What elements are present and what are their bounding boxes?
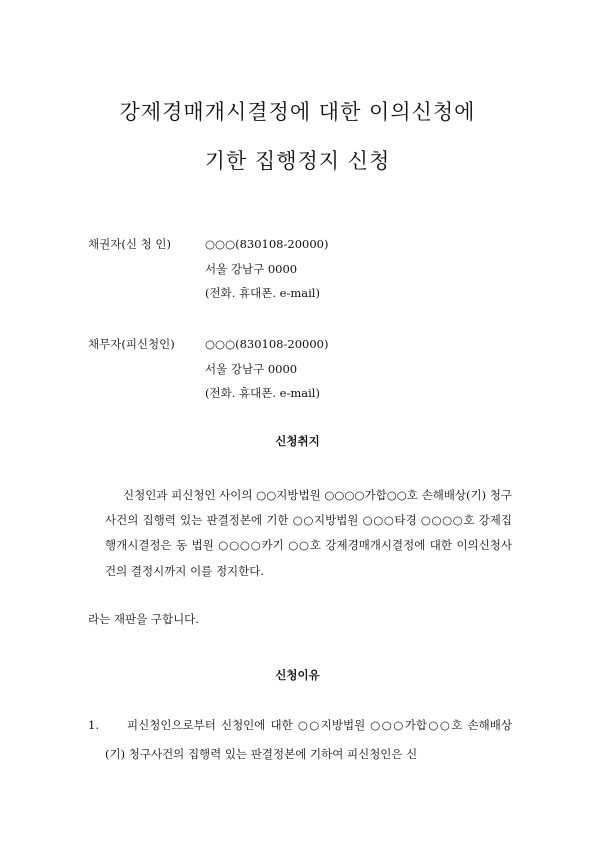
purpose-body: 신청인과 피신청인 사이의 ○○지방법원 ○○○○가합○○호 손해배상(기) 청구사건의 집행력 있는 판결정본에 기한 ○○지방법원 ○○○타경 ○○○○호 강제집행개시결정은 동 법원 ○○○○카기 ○○호 강제경매개시결정에 대한 이의신청사건의 결정시까지 이를 정지한다. xyxy=(105,488,512,578)
creditor-contact: (전화. 휴대폰. e-mail) xyxy=(205,286,320,300)
creditor-address: 서울 강남구 0000 xyxy=(205,261,298,276)
purpose-closing: 라는 재판을 구합니다. xyxy=(88,612,199,626)
creditor-label: 채권자(신 청 인) xyxy=(88,237,171,251)
creditor-name-id: ○○○(830108-20000) xyxy=(205,237,329,251)
debtor-contact: (전화. 휴대폰. e-mail) xyxy=(205,386,320,400)
debtor-info xyxy=(205,332,328,406)
reason-heading: 신청이유 xyxy=(275,668,320,682)
debtor-label: 채무자(피신청인) xyxy=(88,337,175,351)
document-title-line-2: 기한 집행정지 신청 xyxy=(204,149,391,173)
document-title-line-1: 강제경매개시결정에 대한 이의신청에 xyxy=(119,100,476,124)
reason-item-text: 피신청인으로부터 신청인에 대한 ○○지방법원 ○○○가합○○호 손해배상(기) 청구사건의 집행력 있는 판결정본에 기하여 피신청인은 신 xyxy=(105,718,512,761)
creditor-info xyxy=(205,232,328,306)
debtor-name-id: ○○○(830108-20000) xyxy=(205,337,329,351)
reason-item-number: 1. xyxy=(88,718,99,732)
debtor-address: 서울 강남구 0000 xyxy=(205,361,298,376)
purpose-heading: 신청취지 xyxy=(275,434,320,448)
